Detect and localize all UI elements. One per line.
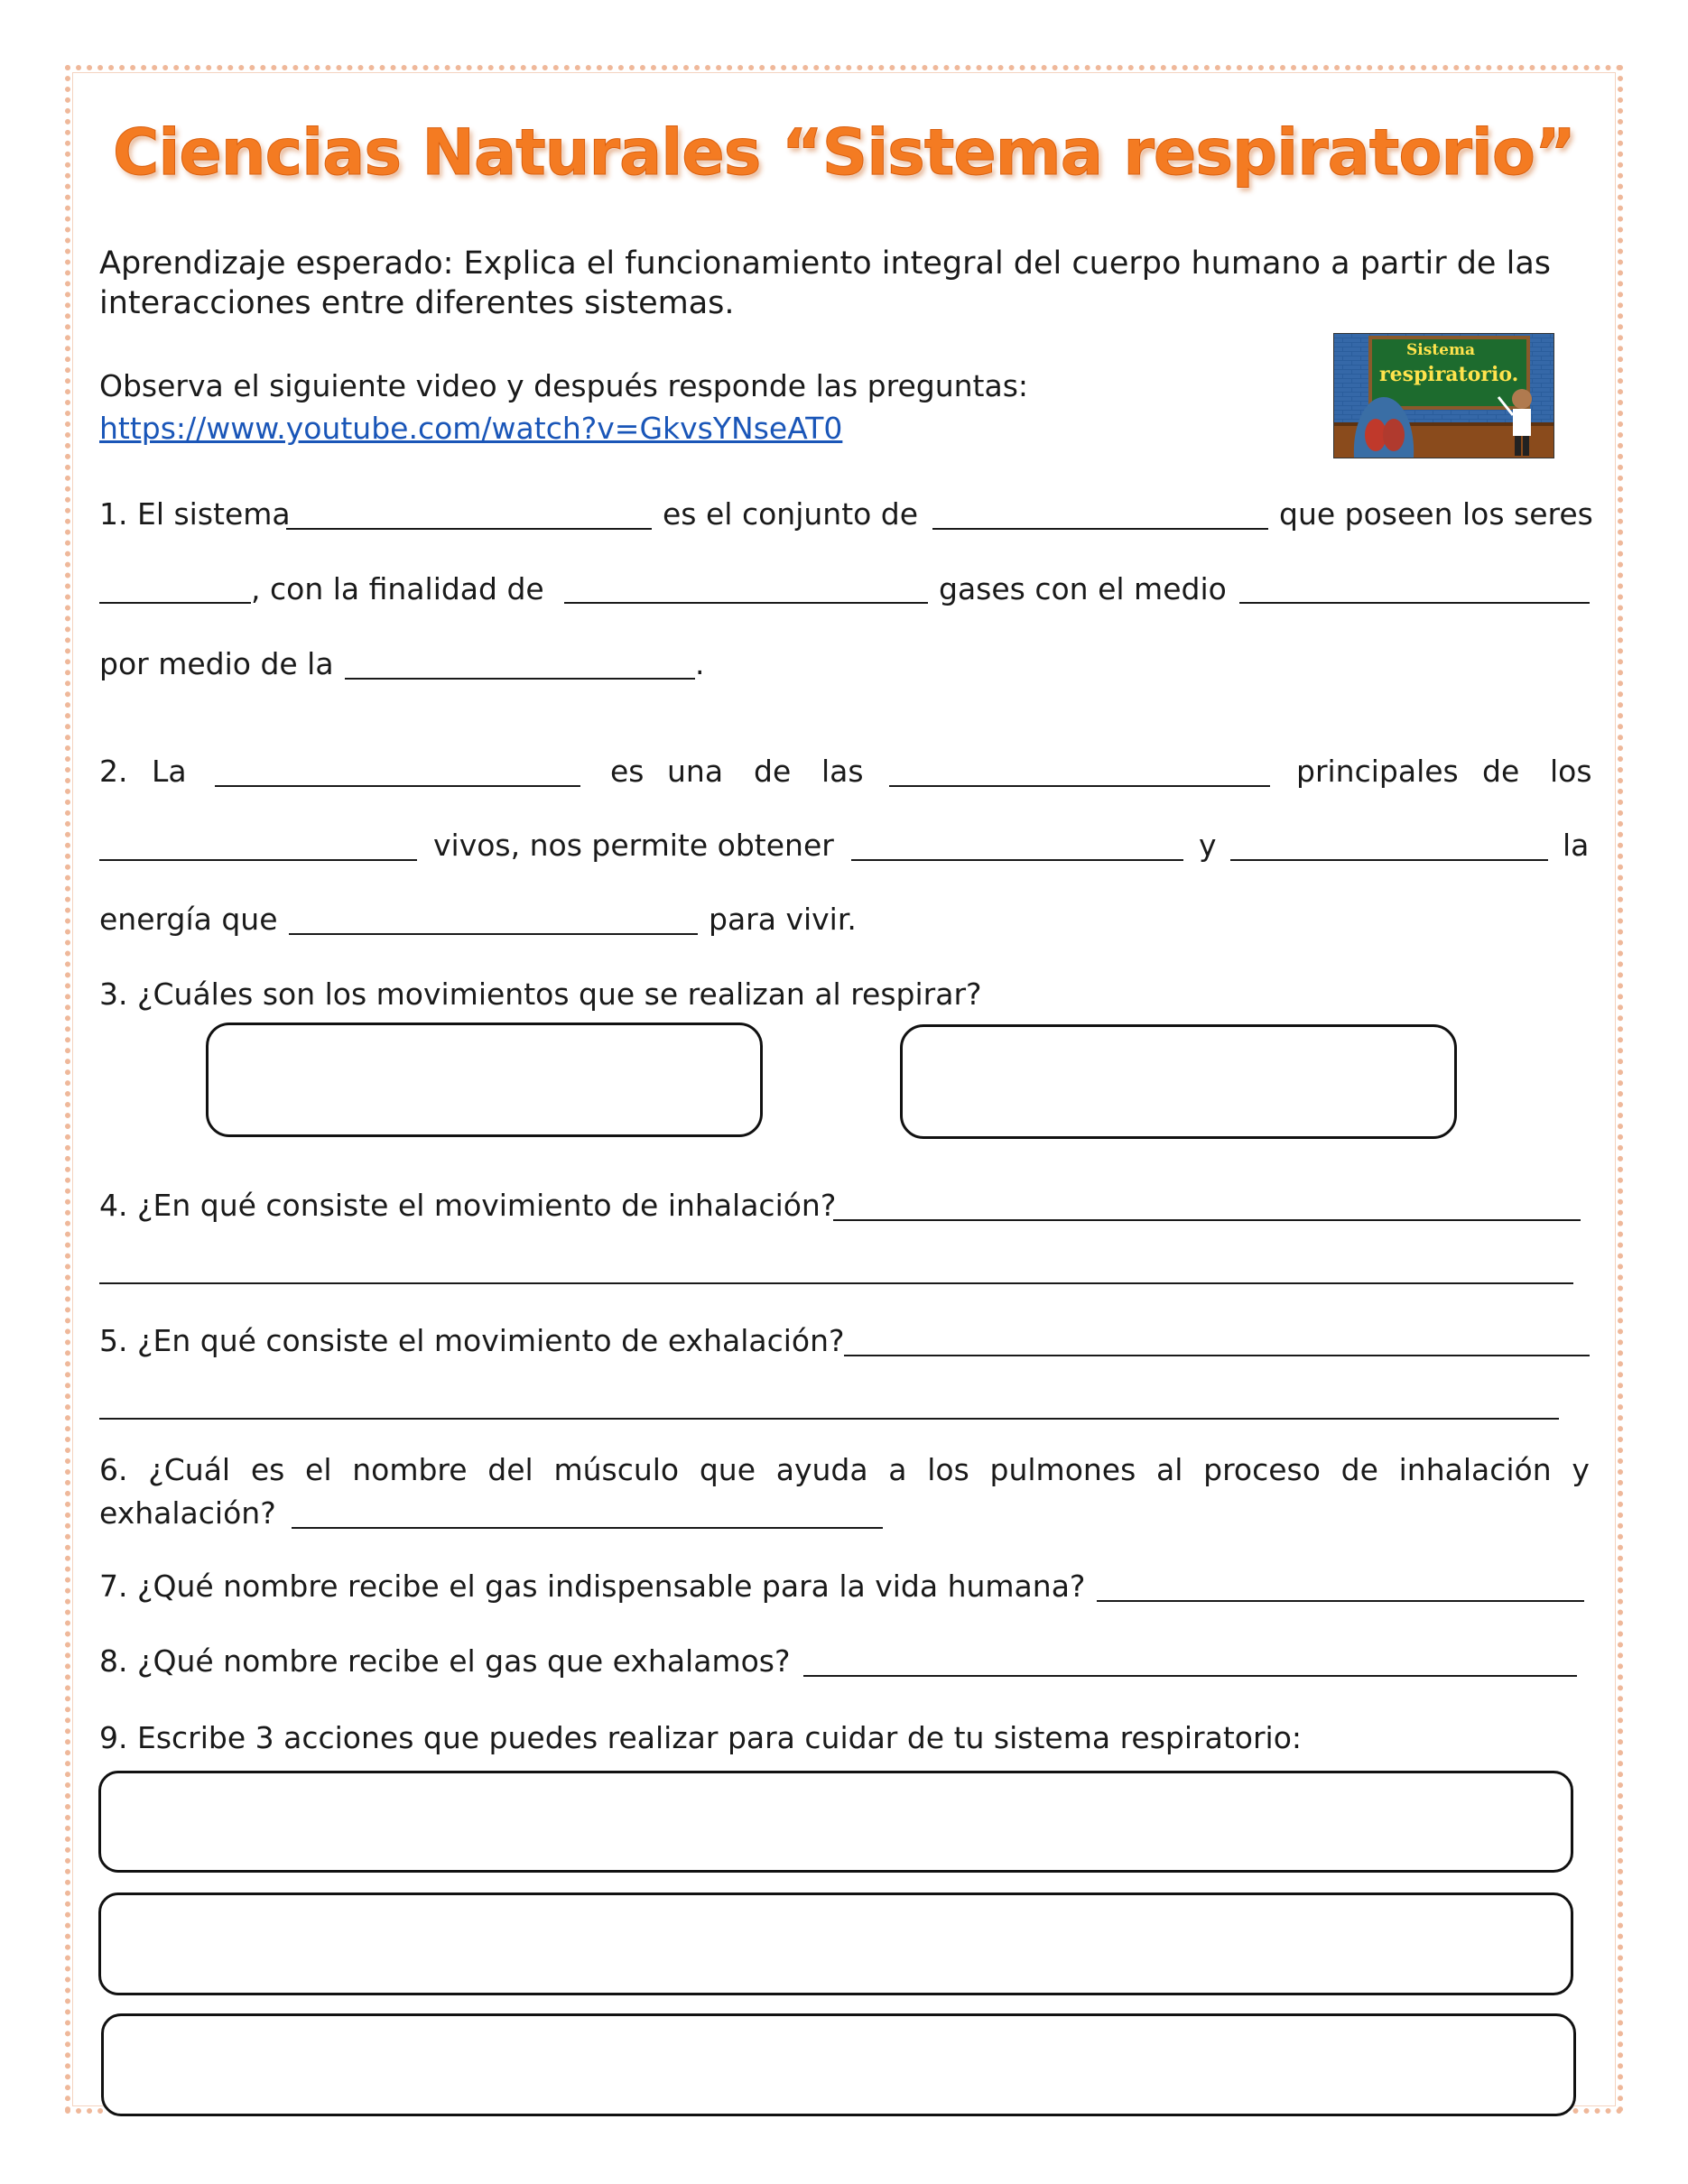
q6-word: pulmones	[989, 1452, 1136, 1487]
q7-blank[interactable]	[1097, 1600, 1584, 1602]
learning-goal-line2: interacciones entre diferentes sistemas.	[99, 285, 735, 321]
q5-text: 5. ¿En qué consiste el movimiento de exhalación?	[99, 1323, 845, 1358]
q6-word: ¿Cuál	[148, 1452, 231, 1487]
q6-line-1	[99, 1449, 1590, 1490]
q2-word: las	[821, 754, 864, 789]
q1-text-4: , con la finalidad de	[251, 571, 544, 606]
q2-text-4: la	[1563, 828, 1590, 863]
q6-blank[interactable]	[292, 1527, 883, 1529]
q6-word: al	[1156, 1452, 1183, 1487]
thumbnail-title-line2: respiratorio.	[1379, 363, 1519, 386]
q2-word: La	[152, 754, 187, 789]
q6-word: del	[487, 1452, 533, 1487]
q3-text: 3. ¿Cuáles son los movimientos que se realizan al respirar?	[99, 976, 982, 1012]
q2-word: de	[1482, 754, 1520, 789]
q6-word: a	[888, 1452, 907, 1487]
instruction-text: Observa el siguiente video y después responde las preguntas:	[99, 368, 1029, 403]
q4-text: 4. ¿En qué consiste el movimiento de inhalación?	[99, 1188, 837, 1223]
q8-blank[interactable]	[803, 1675, 1577, 1677]
q1-text-7: .	[695, 646, 705, 681]
q6-word: es	[250, 1452, 285, 1487]
q2-blank-5[interactable]	[1230, 859, 1548, 861]
q6-word: nombre	[352, 1452, 468, 1487]
page-title: Ciencias Naturales “Sistema respiratorio”	[112, 116, 1576, 190]
q2-blank-1[interactable]	[215, 785, 580, 787]
q2-text-5: energía que	[99, 902, 278, 937]
q1-text-3: que poseen los seres	[1279, 496, 1593, 532]
q1-blank-3[interactable]	[99, 602, 251, 604]
q2-blank-3[interactable]	[99, 859, 417, 861]
q2-text-6: para vivir.	[709, 902, 857, 937]
q6-word: proceso	[1203, 1452, 1321, 1487]
q2-word: es	[610, 754, 645, 789]
q2-blank-2[interactable]	[889, 785, 1270, 787]
q2-blank-4[interactable]	[851, 859, 1183, 861]
q5-blank-2[interactable]	[99, 1418, 1559, 1420]
q3-answer-box-1[interactable]	[206, 1023, 763, 1137]
q2-text-3: y	[1199, 828, 1217, 863]
q5-blank-1[interactable]	[844, 1355, 1590, 1356]
thumbnail-title-line1: Sistema	[1406, 341, 1475, 359]
q2-word: los	[1550, 754, 1592, 789]
q2-blank-6[interactable]	[289, 933, 698, 935]
q6-word: los	[927, 1452, 969, 1487]
q9-text: 9. Escribe 3 acciones que puedes realizar para cuidar de tu sistema respiratorio:	[99, 1720, 1303, 1755]
q6-word: músculo	[553, 1452, 680, 1487]
q9-answer-box-2[interactable]	[98, 1892, 1573, 1995]
q6-word: que	[699, 1452, 756, 1487]
q6-word: ayuda	[775, 1452, 868, 1487]
q2-word: de	[754, 754, 792, 789]
q6-word: y	[1572, 1452, 1590, 1487]
q7-text: 7. ¿Qué nombre recibe el gas indispensable para la vida humana?	[99, 1569, 1086, 1604]
learning-goal-line1: Aprendizaje esperado: Explica el funcionamiento integral del cuerpo humano a partir de las	[99, 245, 1552, 282]
q6-word: de	[1340, 1452, 1378, 1487]
q4-blank-2[interactable]	[99, 1282, 1573, 1284]
q2-word: principales	[1296, 754, 1459, 789]
q1-blank-1[interactable]	[286, 528, 652, 530]
q9-answer-box-3[interactable]	[101, 2013, 1576, 2116]
q9-answer-box-1[interactable]	[98, 1771, 1573, 1873]
video-link[interactable]: https://www.youtube.com/watch?v=GkvsYNseAT0	[99, 411, 843, 446]
q2-word: una	[667, 754, 724, 789]
q1-blank-5[interactable]	[1239, 602, 1590, 604]
q1-text-6: por medio de la	[99, 646, 334, 681]
q1-blank-4[interactable]	[564, 602, 928, 604]
q6-word: inhalación	[1398, 1452, 1552, 1487]
q1-text-1: 1. El sistema	[99, 496, 291, 532]
q6-word: 6.	[99, 1452, 128, 1487]
q1-blank-2[interactable]	[932, 528, 1268, 530]
q2-text-2: vivos, nos permite obtener	[433, 828, 834, 863]
q1-text-5: gases con el medio	[939, 571, 1227, 606]
q8-text: 8. ¿Qué nombre recibe el gas que exhalamos?	[99, 1643, 791, 1679]
q4-blank-1[interactable]	[833, 1219, 1581, 1221]
q3-answer-box-2[interactable]	[900, 1024, 1457, 1139]
q6-text-2: exhalación?	[99, 1495, 276, 1531]
q6-word: el	[305, 1452, 332, 1487]
q2-word: 2.	[99, 754, 128, 789]
q1-text-2: es el conjunto de	[663, 496, 919, 532]
q1-blank-6[interactable]	[345, 678, 695, 680]
video-thumbnail[interactable]	[1333, 333, 1554, 458]
